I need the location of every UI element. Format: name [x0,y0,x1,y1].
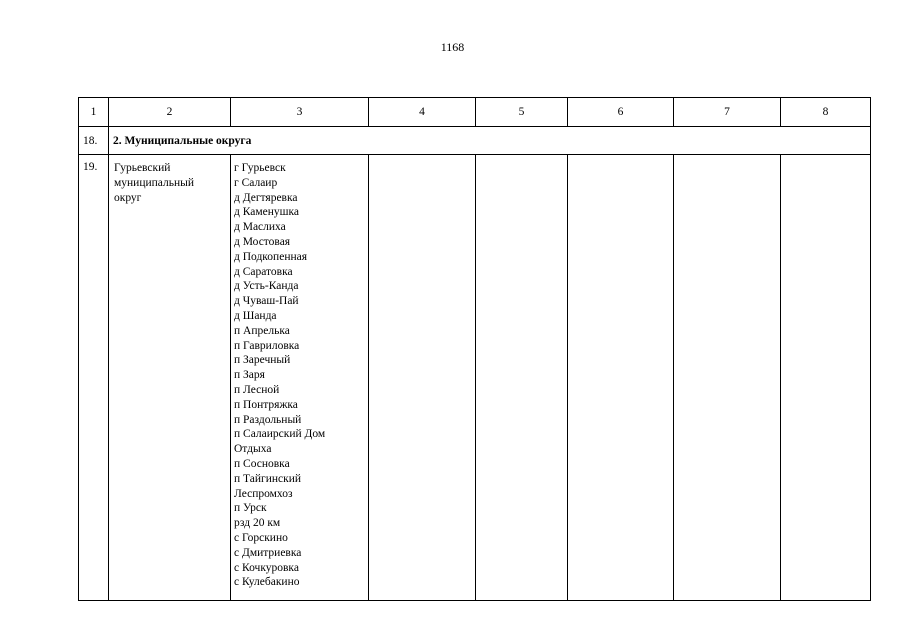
settlement-item: с Кулебакино [234,576,300,589]
settlement-item: п Сосновка [234,457,290,470]
settlement-item: д Маслиха [234,221,286,234]
municipality-name-line: муниципальный [114,176,195,189]
empty-cell [674,155,781,601]
table-header-row [79,98,871,127]
table-row [79,155,871,601]
settlement-item: г Салаир [234,176,278,189]
column-header: 6 [568,98,674,127]
settlement-item: п Заря [234,369,265,382]
page-number: 1168 [440,40,465,54]
section-row [79,127,871,155]
settlement-item: Отдыха [234,443,272,456]
municipality-name-line: округ [114,191,142,204]
settlement-item: д Шанда [234,309,277,322]
empty-cell [369,155,476,601]
column-header: 2 [109,98,231,127]
settlement-item: п Понтряжка [234,398,298,411]
empty-cell [476,155,568,601]
settlement-item: п Урск [234,502,267,515]
settlement-item: п Апрелька [234,324,290,337]
column-header: 1 [79,98,109,127]
settlement-item: д Усть-Канда [234,280,299,293]
settlement-item: п Раздольный [234,413,302,426]
settlement-item: Леспромхоз [234,487,293,500]
row-number: 19. [79,155,109,601]
settlement-item: рзд 20 км [234,517,281,530]
column-header: 5 [476,98,568,127]
section-title: 2. Муниципальные округа [109,127,871,155]
settlement-item: с Дмитриевка [234,546,302,559]
settlement-item: с Кочкуровка [234,561,299,574]
settlement-item: п Гавриловка [234,339,300,352]
column-header: 3 [231,98,369,127]
settlement-item: д Подкопенная [234,250,308,263]
column-header: 8 [781,98,871,127]
settlement-list-cell [231,155,369,601]
settlement-item: п Тайгинский [234,472,302,485]
row-number: 18. [79,127,109,155]
settlement-item: д Каменушка [234,206,300,219]
empty-cell [568,155,674,601]
empty-cell [781,155,871,601]
settlement-item: д Чуваш-Пай [234,295,299,308]
municipality-name-cell [109,155,231,601]
column-header: 4 [369,98,476,127]
settlement-item: д Саратовка [234,265,293,278]
settlement-item: п Заречный [234,354,291,367]
municipality-name-line: Гурьевский [114,162,171,174]
document-table [78,97,871,601]
settlement-item: г Гурьевск [234,162,286,174]
column-header: 7 [674,98,781,127]
settlement-item: д Мостовая [234,235,291,248]
settlement-item: с Горскино [234,531,288,544]
settlement-item: п Лесной [234,383,280,396]
settlement-item: п Салаирский Дом [234,428,326,441]
settlement-item: д Дегтяревка [234,191,298,204]
